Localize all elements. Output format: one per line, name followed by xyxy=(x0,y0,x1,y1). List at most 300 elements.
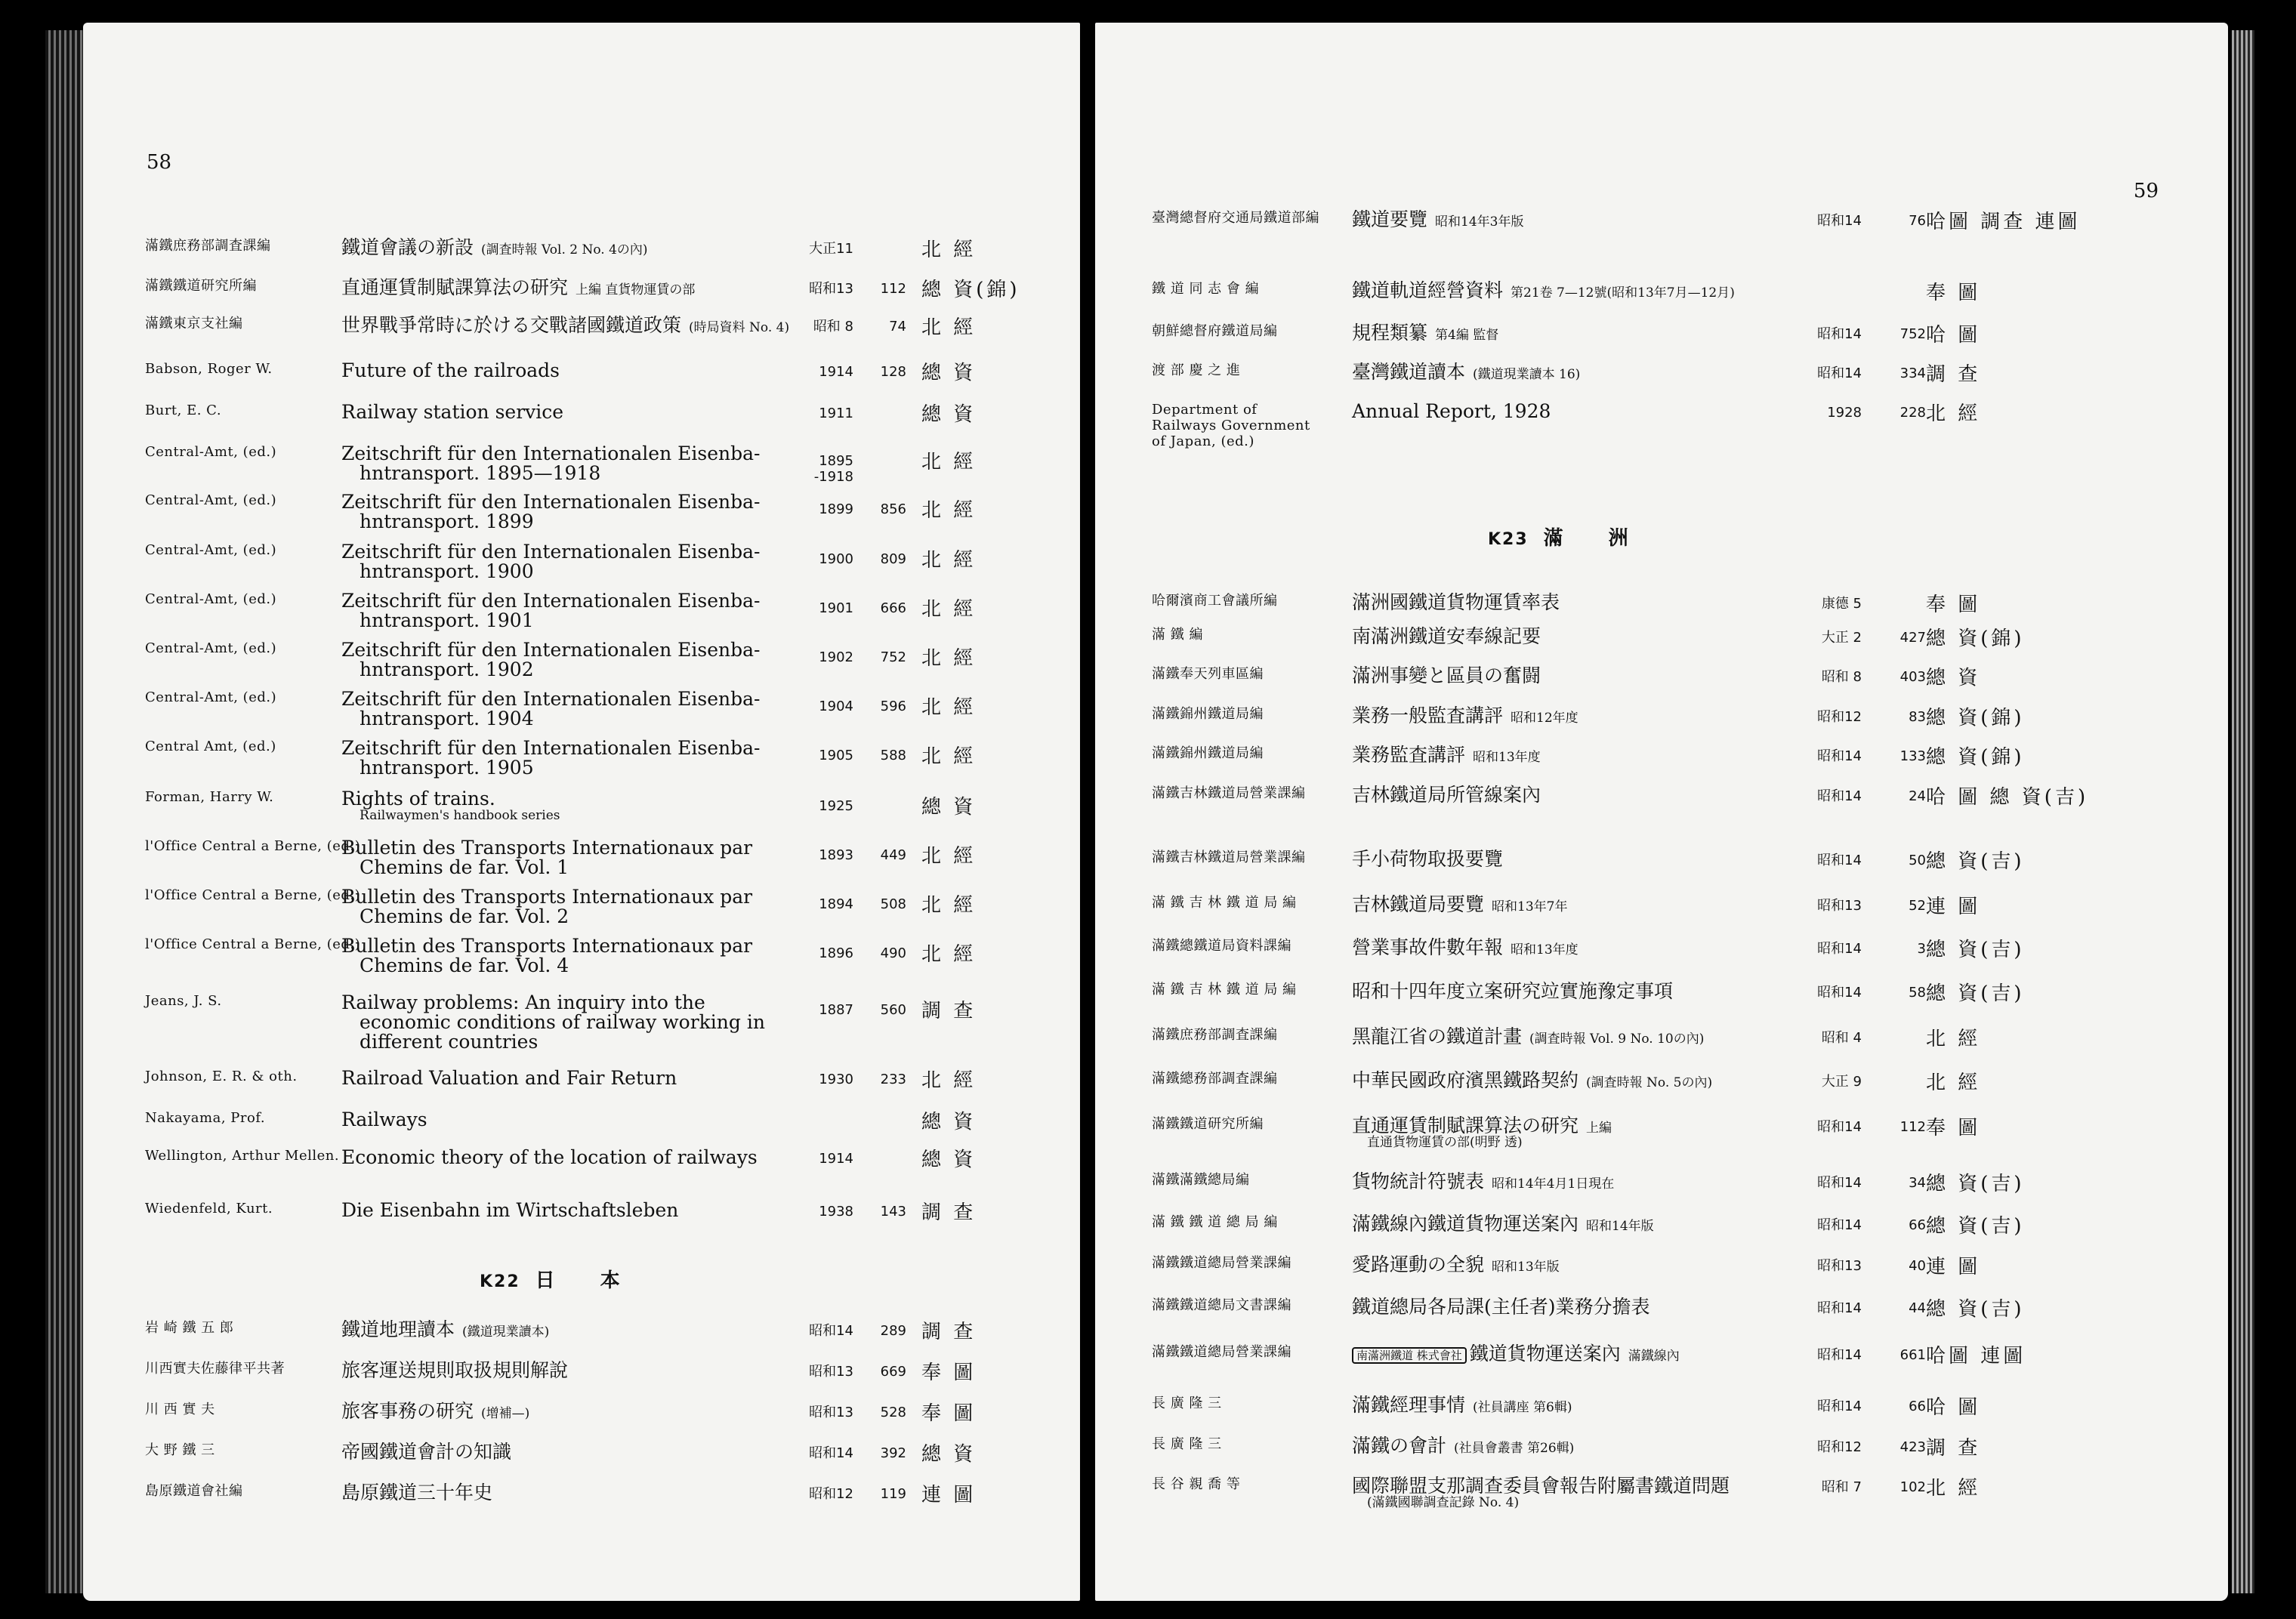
entry-year: 昭和14 xyxy=(809,1323,853,1339)
entry-pages: 560 xyxy=(880,1002,906,1018)
entry-title-block xyxy=(341,993,863,1052)
entry-title-continued: hntransport. 1901 xyxy=(360,609,534,631)
entry-title: Zeitschrift für den Internationalen Eisenba- xyxy=(341,491,761,513)
entry-author: 滿鐵鐵道研究所編 xyxy=(1152,1116,1264,1132)
entry-author: Department of Railways Government of Japan, (ed.) xyxy=(1152,402,1310,449)
entry-year: 昭和13 xyxy=(809,281,853,297)
entry-title-block xyxy=(1352,1027,1835,1047)
entry-subtitle-2: 直通貨物運賃の部(明野 透) xyxy=(1367,1135,1523,1150)
entry-title-block xyxy=(341,1442,863,1462)
entry-location: 北 經 xyxy=(921,316,977,339)
entry-year: 1911 xyxy=(819,406,853,421)
entry-pages: 423 xyxy=(1899,1439,1926,1455)
entry-title-continued: hntransport. 1905 xyxy=(360,757,534,779)
entry-title: 營業事故件數年報 xyxy=(1352,936,1504,958)
entry-title: Zeitschrift für den Internationalen Eisenba- xyxy=(341,688,761,710)
entry-location: 總 資(吉) xyxy=(1926,1173,2025,1195)
entry-author: 大 野 鐵 三 xyxy=(145,1442,215,1458)
entry-title: 滿鐵の會計 xyxy=(1352,1435,1447,1457)
entry-title: 國際聯盟支那調查委員會報告附屬書鐵道問題 xyxy=(1352,1475,1730,1497)
entry-year: 昭和14 xyxy=(1817,365,1862,381)
entry-title-block xyxy=(1352,1214,1835,1234)
entry-title-block xyxy=(1352,745,1835,765)
entry-title: 臺灣鐵道讀本 xyxy=(1352,361,1466,383)
entry-title-block xyxy=(1352,1436,1835,1456)
entry-title-block xyxy=(1352,785,1835,805)
entry-location: 總 資 xyxy=(921,1149,977,1171)
entry-location: 北 經 xyxy=(921,239,977,261)
right-page-edge xyxy=(2232,30,2254,1593)
page-number: 58 xyxy=(147,151,172,174)
entry-pages: 752 xyxy=(1899,326,1926,342)
entry-location: 北 經 xyxy=(921,647,977,670)
entry-title: Bulletin des Transports Internationaux par xyxy=(341,886,753,908)
entry-title-continued: hntransport. 1900 xyxy=(360,560,534,582)
entry-pages: 508 xyxy=(880,896,906,912)
entry-title: 愛路運動の全貌 xyxy=(1352,1254,1485,1275)
entry-year: 1896 xyxy=(819,945,853,961)
entry-location: 北 經 xyxy=(1926,1072,1981,1094)
entry-title-block xyxy=(1352,1172,1835,1192)
entry-location: 總 資(錦) xyxy=(1926,707,2025,729)
entry-subtitle: 第21卷 7—12號(昭和13年7月—12月) xyxy=(1511,285,1735,301)
entry-pages: 289 xyxy=(880,1323,906,1339)
entry-title: 旅客事務の研究 xyxy=(341,1400,474,1422)
entry-subtitle: (調査時報 No. 5の內) xyxy=(1586,1075,1713,1090)
entry-title: 南滿洲鐵道安奉線記要 xyxy=(1352,625,1541,647)
entry-pages: 233 xyxy=(880,1072,906,1087)
entry-title: Railroad Valuation and Fair Return xyxy=(341,1067,677,1089)
entry-title: 帝國鐵道會計の知識 xyxy=(341,1441,512,1463)
entry-subtitle: 昭和12年度 xyxy=(1511,711,1578,726)
entry-location: 調 查 xyxy=(921,1000,977,1022)
entry-title-block xyxy=(341,1361,863,1380)
entry-title: 直通運賃制賦課算法の研究 xyxy=(1352,1115,1579,1136)
entry-subtitle: 昭和14年4月1日現在 xyxy=(1492,1176,1615,1192)
entry-pages: 52 xyxy=(1909,898,1926,914)
entry-location: 連 圖 xyxy=(921,1484,977,1506)
entry-subtitle: (社員會叢書 第26輯) xyxy=(1454,1441,1575,1456)
entry-pages: 809 xyxy=(880,551,906,567)
entry-title: Zeitschrift für den Internationalen Eisenba- xyxy=(341,443,761,464)
entry-location: 北 經 xyxy=(921,1069,977,1092)
entry-location: 連 圖 xyxy=(1926,1256,1981,1278)
entry-location: 奉 圖 xyxy=(921,1402,977,1425)
entry-title-block xyxy=(341,492,863,532)
entry-author: 滿鐵庶務部調査課編 xyxy=(145,238,271,254)
entry-year: 1904 xyxy=(819,698,853,714)
entry-title-continued: hntransport. 1902 xyxy=(360,658,534,680)
entry-location: 調 查 xyxy=(921,1201,977,1224)
entry-location: 總 資(錦) xyxy=(921,279,1020,301)
entry-title: 貨物統計符號表 xyxy=(1352,1170,1485,1192)
entry-location: 總 資 xyxy=(921,796,977,819)
entry-title-continued: Chemins de far. Vol. 4 xyxy=(360,954,569,976)
entry-title-block xyxy=(341,361,863,381)
entry-author: 滿鐵鐵道總局文書課編 xyxy=(1152,1297,1292,1313)
entry-title-block xyxy=(341,1069,863,1088)
entry-year: 1901 xyxy=(819,600,853,616)
entry-subtitle: (鐵道現業讀本 16) xyxy=(1473,367,1581,382)
entry-title-block xyxy=(341,936,863,976)
entry-title-continued-2: different countries xyxy=(360,1031,539,1053)
page-number: 59 xyxy=(2133,180,2159,202)
entry-pages: 112 xyxy=(880,281,906,297)
entry-title: 黑龍江省の鐵道計畫 xyxy=(1352,1025,1523,1047)
entry-author: 滿鐵奉天列車區編 xyxy=(1152,666,1264,682)
entry-pages: 76 xyxy=(1909,213,1926,229)
entry-year: 1938 xyxy=(819,1204,853,1220)
entry-year: 1914 xyxy=(819,1151,853,1167)
entry-author: 滿鐵鐵道研究所編 xyxy=(145,278,257,294)
entry-author: Johnson, E. R. & oth. xyxy=(145,1069,298,1084)
entry-title: 滿鐵線內鐵道貨物運送案內 xyxy=(1352,1213,1579,1235)
entry-author: Wellington, Arthur Mellen. xyxy=(145,1148,340,1164)
entry-title-block xyxy=(1352,402,1835,421)
entry-subtitle: (調査時報 Vol. 2 No. 4の內) xyxy=(481,242,648,257)
entry-pages: 143 xyxy=(880,1204,906,1220)
entry-title-block xyxy=(341,444,863,483)
entry-title-block xyxy=(1352,850,1835,869)
entry-title-block xyxy=(1352,210,1835,230)
entry-subtitle: 昭和13年度 xyxy=(1473,750,1541,765)
entry-author: 滿鐵總務部調査課編 xyxy=(1152,1071,1278,1087)
entry-pages: 403 xyxy=(1899,669,1926,685)
entry-title: 吉林鐵道局所管線案內 xyxy=(1352,784,1541,806)
entry-location: 總 資(吉) xyxy=(1926,850,2025,873)
entry-subtitle: 上編 xyxy=(1586,1121,1612,1136)
entry-pages: 490 xyxy=(880,945,906,961)
entry-location: 北 經 xyxy=(921,894,977,917)
entry-pages: 66 xyxy=(1909,1399,1926,1414)
entry-title: Bulletin des Transports Internationaux par xyxy=(341,935,753,957)
entry-pages: 34 xyxy=(1909,1175,1926,1191)
entry-location: 奉 圖 xyxy=(1926,1117,1981,1139)
entry-pages: 752 xyxy=(880,649,906,665)
entry-author: 滿鐵錦州鐵道局編 xyxy=(1152,745,1264,761)
entry-title: Economic theory of the location of railways xyxy=(341,1146,758,1168)
entry-year: 1905 xyxy=(819,748,853,763)
entry-title: Annual Report, 1928 xyxy=(1352,400,1551,422)
entry-author: 滿鐵鐵道總局營業課編 xyxy=(1152,1344,1292,1360)
entry-pages: 669 xyxy=(880,1364,906,1380)
entry-year: 昭和14 xyxy=(809,1445,853,1461)
entry-location: 總 資(吉) xyxy=(1926,982,2025,1005)
entry-year: 康德 5 xyxy=(1821,596,1862,612)
entry-year: 昭和12 xyxy=(1817,709,1862,725)
entry-subtitle: (增補—) xyxy=(481,1406,530,1421)
entry-author: 長 谷 親 喬 等 xyxy=(1152,1476,1241,1492)
entry-year: 1902 xyxy=(819,649,853,665)
entry-year: 昭和14 xyxy=(1817,788,1862,804)
entry-pages: 58 xyxy=(1909,985,1926,1001)
entry-title-block xyxy=(1352,1071,1835,1090)
entry-author: Burt, E. C. xyxy=(145,402,222,418)
entry-title: 滿洲國鐵道貨物運賃率表 xyxy=(1352,591,1560,613)
entry-title: 規程類纂 xyxy=(1352,322,1428,344)
entry-title: Rights of trains. xyxy=(341,788,495,810)
entry-author: 滿鐵庶務部調査課編 xyxy=(1152,1027,1278,1043)
section-heading xyxy=(480,1265,665,1293)
entry-title-block xyxy=(341,640,863,680)
entry-year: 昭和13 xyxy=(809,1364,853,1380)
entry-author: Nakayama, Prof. xyxy=(145,1110,266,1126)
entry-year: 昭和 7 xyxy=(1821,1479,1862,1495)
entry-author: 滿 鐵 編 xyxy=(1152,627,1203,643)
entry-title-block xyxy=(1352,281,1835,301)
entry-year: 1899 xyxy=(819,501,853,517)
entry-title: Railway problems: An inquiry into the xyxy=(341,991,705,1013)
entry-title-block xyxy=(1352,362,1835,382)
entry-location: 北 經 xyxy=(1926,1477,1981,1500)
entry-pages: 50 xyxy=(1909,853,1926,868)
entry-title-block xyxy=(1352,1297,1835,1317)
entry-title: Zeitschrift für den Internationalen Eisenba- xyxy=(341,639,761,661)
entry-title-block xyxy=(1352,982,1835,1001)
entry-title: Bulletin des Transports Internationaux par xyxy=(341,837,753,859)
entry-pages: 528 xyxy=(880,1405,906,1420)
entry-title-continued: hntransport. 1895—1918 xyxy=(360,462,601,484)
entry-location: 調 查 xyxy=(1926,363,1981,386)
section-heading xyxy=(1488,523,1674,550)
entry-author: 鐵 道 同 志 會 編 xyxy=(1152,281,1260,297)
entry-subtitle: 上編 直貨物運賃の部 xyxy=(576,282,696,298)
entry-author: 滿鐵東京支社編 xyxy=(145,316,243,332)
entry-title: Zeitschrift für den Internationalen Eisenba- xyxy=(341,541,761,563)
entry-title: 鐵道軌道經營資料 xyxy=(1352,279,1504,301)
entry-author: 滿鐵總鐵道局資料課編 xyxy=(1152,938,1292,954)
entry-title-block xyxy=(341,689,863,729)
entry-author: 滿鐵鐵道總局營業課編 xyxy=(1152,1255,1292,1271)
entry-location: 哈圖 調查 連圖 xyxy=(1926,211,2081,233)
entry-pages: 392 xyxy=(880,1445,906,1461)
entry-title-block xyxy=(1352,938,1835,958)
entry-title-block xyxy=(341,1148,863,1167)
entry-year: 昭和14 xyxy=(1817,1399,1862,1414)
entry-title-block xyxy=(341,739,863,778)
entry-location: 北 經 xyxy=(921,745,977,768)
entry-year: 1930 xyxy=(819,1072,853,1087)
entry-title-block xyxy=(1352,627,1835,646)
entry-author: Wiedenfeld, Kurt. xyxy=(145,1201,273,1217)
entry-title-block xyxy=(1352,1395,1835,1415)
entry-title: 島原鐵道三十年史 xyxy=(341,1482,493,1503)
entry-author: 渡 部 慶 之 進 xyxy=(1152,362,1241,378)
entry-year: 1925 xyxy=(819,798,853,814)
entry-subtitle: (鐵道現業讀本) xyxy=(462,1324,550,1340)
section-number: K23 xyxy=(1488,530,1529,549)
entry-location: 哈 圖 總 資(吉) xyxy=(1926,786,2089,809)
entry-title-block xyxy=(341,1320,863,1340)
entry-location: 哈 圖 xyxy=(1926,1396,1981,1419)
entry-location: 總 資 xyxy=(1926,667,1981,689)
entry-year: 昭和14 xyxy=(1817,1347,1862,1363)
entry-title: 滿洲事變と區員の奮闘 xyxy=(1352,665,1541,686)
entry-pages: 66 xyxy=(1909,1217,1926,1233)
entry-title-block xyxy=(341,278,863,298)
section-name: 滿洲 xyxy=(1543,527,1674,550)
entry-title-block xyxy=(341,789,863,823)
entry-title-block xyxy=(341,1110,863,1130)
entry-title: 鐵道地理讀本 xyxy=(341,1318,455,1340)
entry-subtitle: 昭和14年版 xyxy=(1586,1219,1654,1234)
entry-year: 1928 xyxy=(1827,405,1862,421)
entry-author: 臺灣總督府交通局鐵道部編 xyxy=(1152,210,1319,226)
entry-location: 總 資 xyxy=(921,362,977,384)
entry-author: 川西實夫佐藤律平共著 xyxy=(145,1361,285,1377)
entry-location: 連 圖 xyxy=(1926,896,1981,918)
entry-title: Die Eisenbahn im Wirtschaftsleben xyxy=(341,1199,679,1221)
entry-year: 昭和12 xyxy=(809,1486,853,1502)
entry-title-block xyxy=(341,838,863,877)
entry-title-continued: hntransport. 1899 xyxy=(360,510,534,532)
entry-title-continued: hntransport. 1904 xyxy=(360,708,534,729)
entry-pages: 588 xyxy=(880,748,906,763)
entry-author: 朝鮮總督府鐵道局編 xyxy=(1152,323,1278,339)
entry-title-block xyxy=(1352,1344,1835,1364)
entry-subtitle: (時局資料 No. 4) xyxy=(689,320,790,335)
entry-author: 島原鐵道會社編 xyxy=(145,1483,243,1499)
entry-title-block xyxy=(341,1402,863,1421)
entry-year: 1893 xyxy=(819,847,853,863)
entry-location: 北 經 xyxy=(1926,402,1981,425)
entry-title: 業務一般監査講評 xyxy=(1352,705,1504,726)
entry-year: 昭和 4 xyxy=(1821,1030,1862,1046)
entry-year: 昭和14 xyxy=(1817,326,1862,342)
entry-title-block xyxy=(1352,1476,1835,1510)
entry-subtitle: 滿鐵線內 xyxy=(1628,1349,1680,1364)
entry-pages: 112 xyxy=(1899,1119,1926,1135)
entry-author: Central-Amt, (ed.) xyxy=(145,640,277,656)
entry-title-block xyxy=(341,1483,863,1503)
entry-location: 奉 圖 xyxy=(1926,594,1981,616)
entry-author: Central Amt, (ed.) xyxy=(145,739,276,754)
right-page xyxy=(1095,23,2228,1601)
entry-subtitle: 昭和14年3年版 xyxy=(1435,214,1524,230)
entry-year: 昭和14 xyxy=(1817,213,1862,229)
entry-year: 昭和13 xyxy=(809,1405,853,1420)
entry-year: 昭和14 xyxy=(1817,1300,1862,1316)
section-number: K22 xyxy=(480,1272,520,1291)
entry-title: 昭和十四年度立案研究竝實施豫定事項 xyxy=(1352,980,1674,1002)
entry-title: 業務監査講評 xyxy=(1352,744,1466,766)
entry-location: 北 經 xyxy=(921,451,977,473)
entry-pages: 74 xyxy=(889,319,906,335)
entry-subtitle: 昭和13年度 xyxy=(1511,942,1578,958)
left-page-edge xyxy=(45,30,83,1593)
entry-pages: 661 xyxy=(1899,1347,1926,1363)
entry-pages: 119 xyxy=(880,1486,906,1502)
entry-location: 奉 圖 xyxy=(1926,282,1981,304)
entry-title-block xyxy=(341,1201,863,1220)
entry-title: 旅客運送規則取扱規則解說 xyxy=(341,1359,569,1381)
entry-location: 總 資 xyxy=(921,1443,977,1466)
entry-title: 世界戰爭常時に於ける交戰諸國鐵道政策 xyxy=(341,314,682,336)
entry-location: 北 經 xyxy=(1926,1028,1981,1050)
entry-year: 昭和13 xyxy=(1817,898,1862,914)
entry-author: 岩 崎 鐵 五 郎 xyxy=(145,1320,234,1336)
entry-year: 1887 xyxy=(819,1002,853,1018)
entry-year: 1900 xyxy=(819,551,853,567)
entry-year: 昭和13 xyxy=(1817,1258,1862,1274)
entry-author: Forman, Harry W. xyxy=(145,789,274,805)
entry-title: Future of the railroads xyxy=(341,359,560,381)
entry-title-block xyxy=(1352,666,1835,686)
entry-pages: 102 xyxy=(1899,1479,1926,1495)
entry-year: 昭和 8 xyxy=(813,319,853,335)
entry-title-continued: economic conditions of railway working in xyxy=(360,1011,765,1033)
entry-subtitle: 第4編 監督 xyxy=(1435,328,1499,343)
entry-title: Zeitschrift für den Internationalen Eisenba- xyxy=(341,590,761,612)
publisher-frame: 南滿洲鐵道 株式會社 xyxy=(1352,1347,1467,1364)
entry-pages: 40 xyxy=(1909,1258,1926,1274)
entry-author: Central-Amt, (ed.) xyxy=(145,542,277,558)
entry-title: 直通運賃制賦課算法の研究 xyxy=(341,276,569,298)
entry-title: Railways xyxy=(341,1109,427,1130)
entry-location: 總 資(錦) xyxy=(1926,628,2025,650)
entry-location: 北 經 xyxy=(921,696,977,719)
entry-author: Jeans, J. S. xyxy=(145,993,222,1009)
entry-pages: 666 xyxy=(880,600,906,616)
entry-title-block xyxy=(1352,1255,1835,1275)
entry-year: 昭和14 xyxy=(1817,1217,1862,1233)
entry-location: 北 經 xyxy=(921,943,977,966)
entry-title-block xyxy=(1352,706,1835,726)
entry-pages: 24 xyxy=(1909,788,1926,804)
entry-author: 滿鐵滿鐵總局編 xyxy=(1152,1172,1250,1188)
entry-location: 總 資 xyxy=(921,403,977,426)
entry-author: 滿 鐵 吉 林 鐵 道 局 編 xyxy=(1152,982,1297,998)
entry-author: l'Office Central a Berne, (ed.) xyxy=(145,887,361,903)
entry-title: 鐵道要覽 xyxy=(1352,208,1428,230)
entry-pages: 83 xyxy=(1909,709,1926,725)
entry-subtitle: 昭和13年版 xyxy=(1492,1260,1560,1275)
entry-author: l'Office Central a Berne, (ed.) xyxy=(145,838,361,854)
entry-title: Zeitschrift für den Internationalen Eisenba- xyxy=(341,737,761,759)
entry-title: Railway station service xyxy=(341,401,564,423)
entry-year: 1914 xyxy=(819,364,853,380)
entry-title-continued: Chemins de far. Vol. 1 xyxy=(360,856,569,878)
entry-year: 昭和14 xyxy=(1817,1119,1862,1135)
entry-author: 滿鐵吉林鐵道局營業課編 xyxy=(1152,850,1306,865)
left-page xyxy=(83,23,1080,1601)
entry-title-block xyxy=(1352,895,1835,914)
entry-year: 大正 9 xyxy=(1821,1074,1862,1090)
entry-year: 1894 xyxy=(819,896,853,912)
entry-pages: 449 xyxy=(880,847,906,863)
entry-title: 滿鐵經理事情 xyxy=(1352,1394,1466,1416)
entry-pages: 596 xyxy=(880,698,906,714)
entry-year: 昭和14 xyxy=(1817,985,1862,1001)
entry-year: 大正 2 xyxy=(1821,630,1862,646)
entry-location: 北 經 xyxy=(921,499,977,522)
entry-title-block xyxy=(341,316,863,335)
entry-subtitle: 昭和13年7年 xyxy=(1492,899,1568,914)
entry-pages: 133 xyxy=(1899,748,1926,764)
entry-author: Central-Amt, (ed.) xyxy=(145,689,277,705)
entry-title-continued: Chemins de far. Vol. 2 xyxy=(360,905,569,927)
entry-year: 昭和14 xyxy=(1817,853,1862,868)
entry-location: 北 經 xyxy=(921,845,977,868)
entry-year: 昭和 8 xyxy=(1821,669,1862,685)
entry-subtitle: (調査時報 Vol. 9 No. 10の內) xyxy=(1529,1032,1705,1047)
entry-location: 北 經 xyxy=(921,549,977,572)
entry-title-block xyxy=(1352,323,1835,343)
entry-year: 大正11 xyxy=(809,241,853,257)
entry-title: 鐵道貨物運送案內 xyxy=(1469,1343,1621,1365)
entry-location: 總 資(吉) xyxy=(1926,939,2025,961)
entry-subtitle-2: (滿鐵國聯調查記錄 No. 4) xyxy=(1367,1495,1520,1510)
